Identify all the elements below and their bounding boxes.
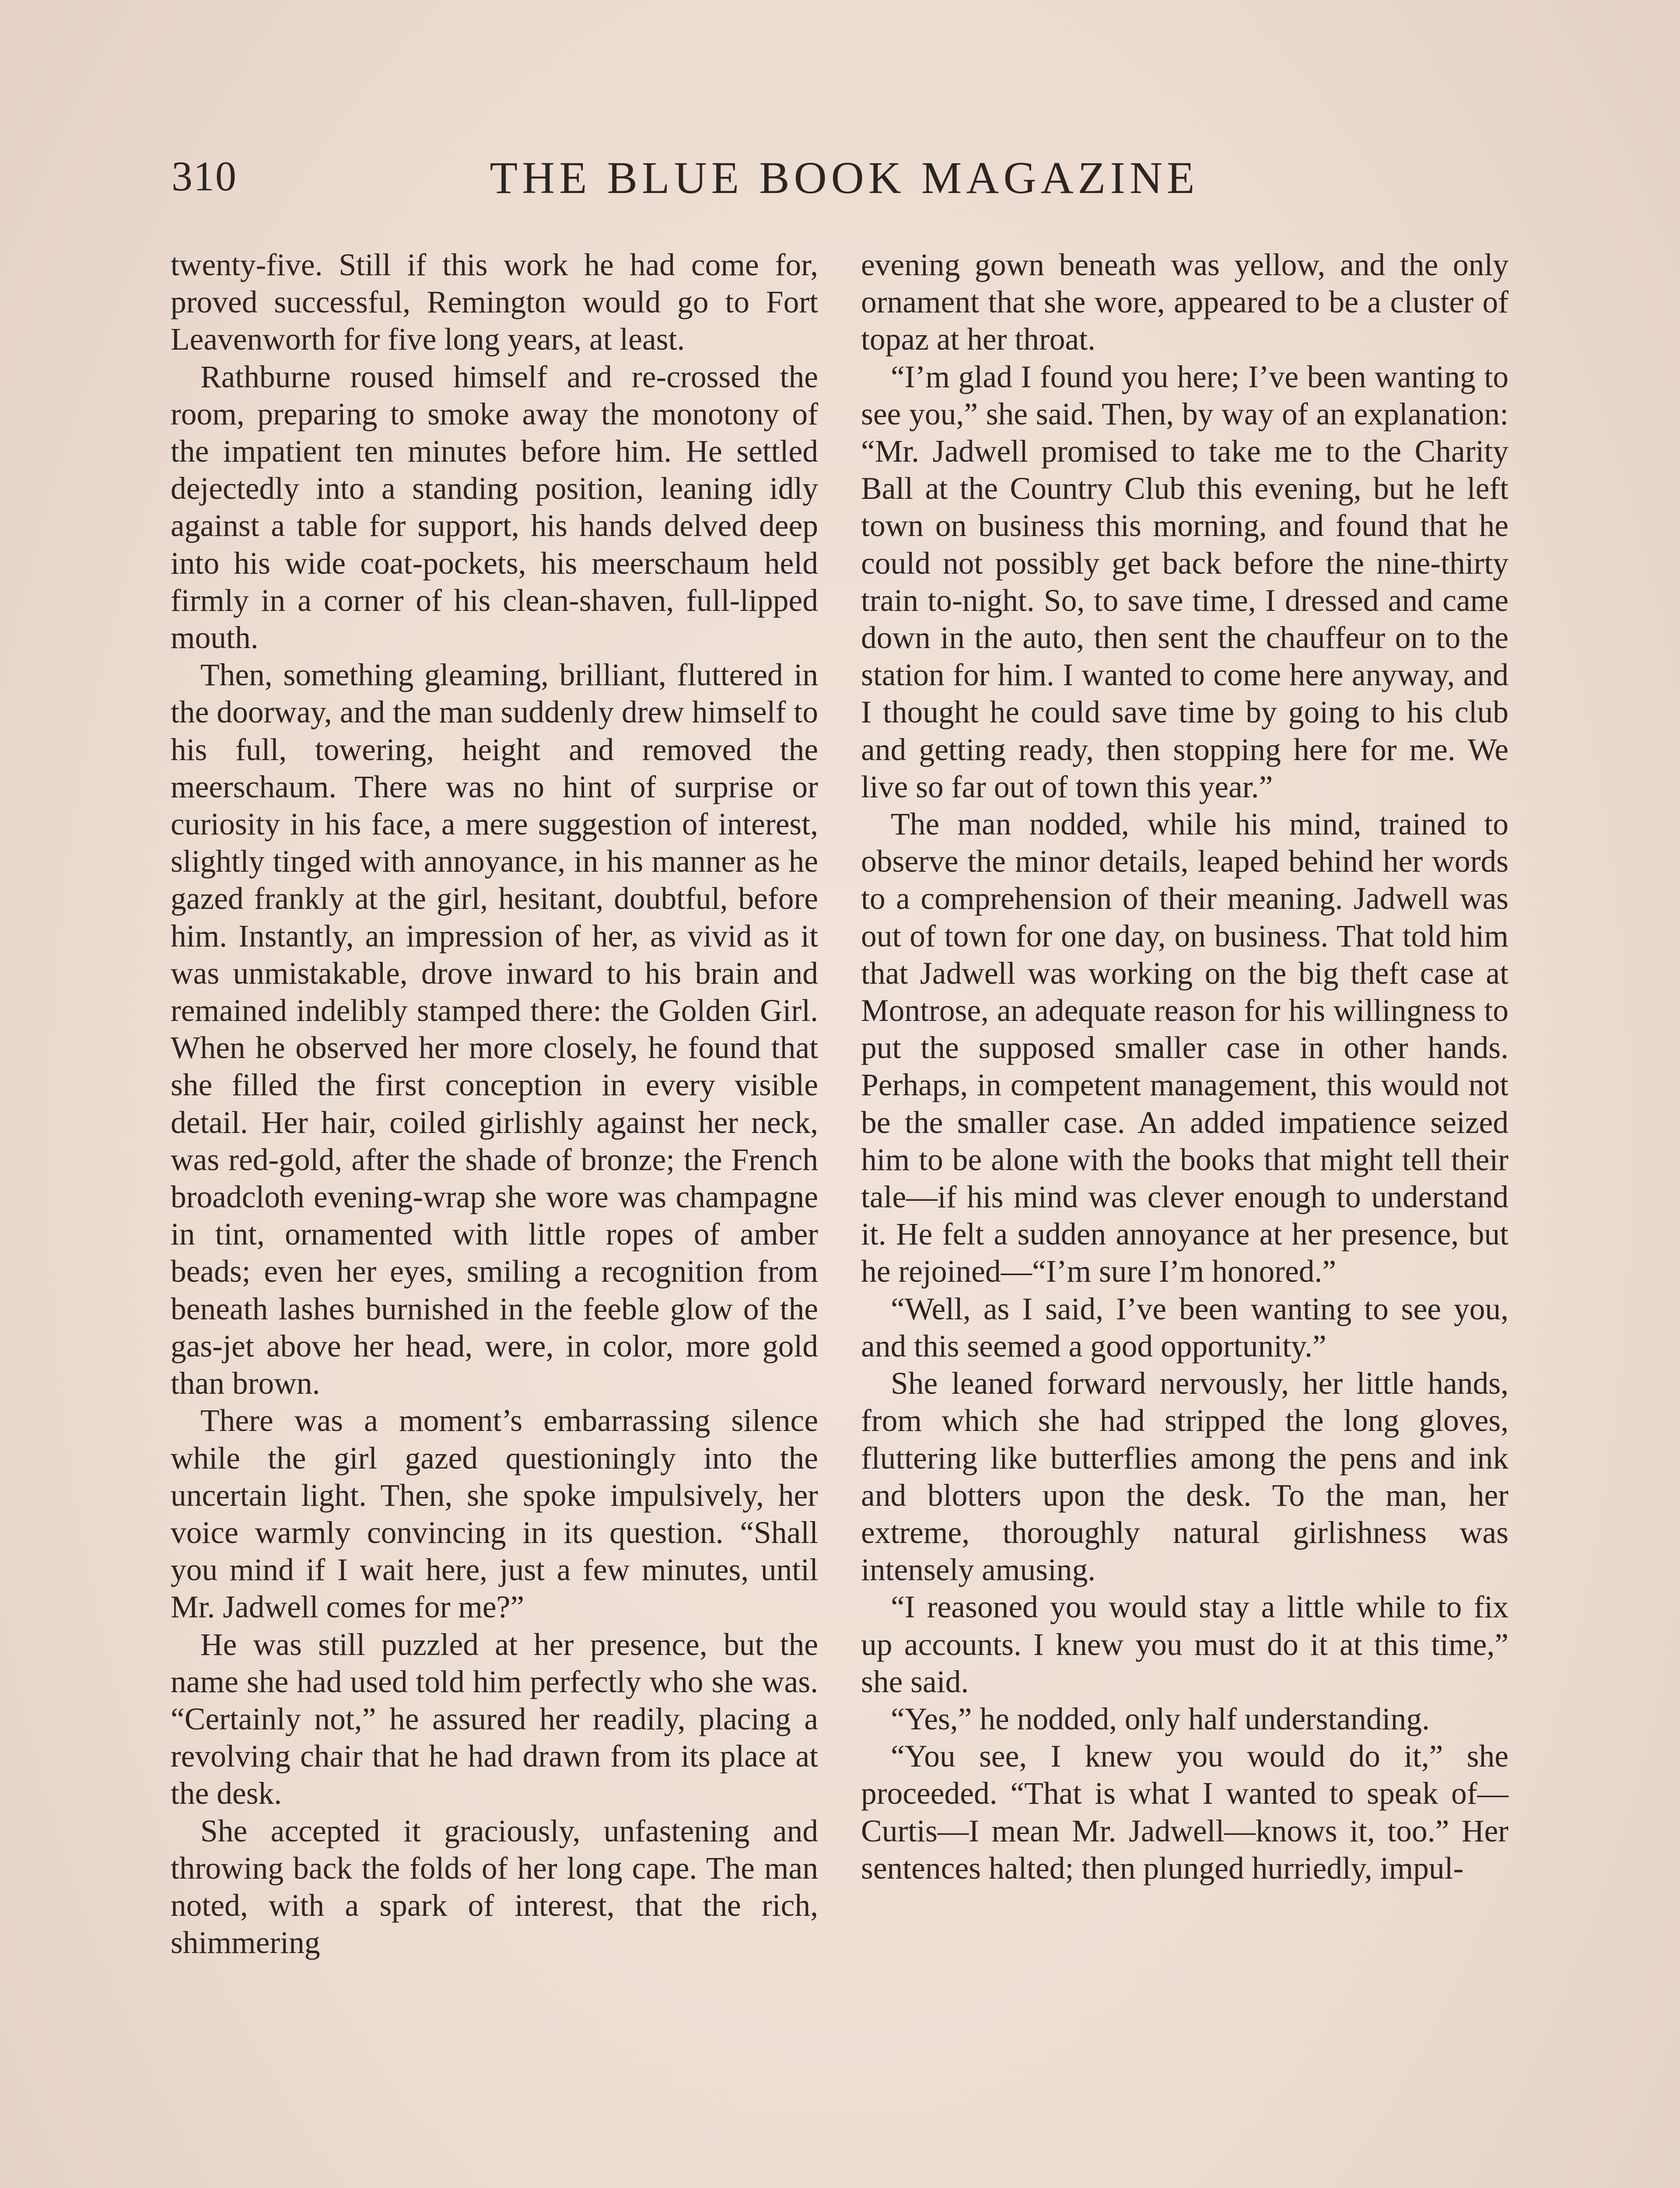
paragraph: “Yes,” he nodded, only half understanding. [891,1701,1430,1736]
paragraph: Rathburne roused himself and re-crossed the room, preparing to smoke away the monotony of the impatient ten minutes before him. He settled dejectedly into a standing position, leaning idly against a table for support, his hands delved deep into his wide coat-pockets, his meerschaum held firmly in a corner of his clean-shaven, full-lipped mouth. [171,359,818,656]
paragraph: She leaned forward nervously, her little hands, from which she had stripped the long gloves, fluttering like butterflies among the pens and ink and blotters upon the desk. To the man, her extreme, thoroughly natural girlishness was intensely amusing. [861,1366,1508,1588]
page-number: 310 [172,153,237,200]
paragraph: twenty-five. Still if this work he had come for, proved successful, Remington would go to Fort Leavenworth for five long years, at least. [171,248,818,357]
paragraph: “I reasoned you would stay a little while to fix up accounts. I knew you must do it at this time,” she said. [861,1590,1508,1699]
paragraph: “I’m glad I found you here; I’ve been wanting to see you,” she said. Then, by way of an explanation: “Mr. Jadwell promised to take me to the Charity Ball at the Country Club this evening, but he left town on business this morning, and found that he could not possibly get back before the nine-thirty train to-night. So, to save time, I dressed and came down in the auto, then sent the chauffeur on to the station for him. I wanted to come here anyway, and I thought he could save time by going to his club and getting ready, then stopping here for me. We live so far out of town this year.” [861,359,1508,804]
paragraph: He was still puzzled at her presence, but the name she had used told him perfectly who she was. “Certainly not,” he assured her readily, placing a revolving chair that he had drawn from its place at the desk. [171,1627,818,1811]
paragraph: “Well, as I said, I’ve been wanting to see you, and this seemed a good opportunity.” [861,1291,1508,1364]
running-head-title: THE BLUE BOOK MAGAZINE [490,153,1199,203]
paragraph: She accepted it graciously, unfastening and throwing back the folds of her long cape. The man noted, with a spark of interest, that the rich, shimmering [171,1813,818,1960]
left-text-column [171,246,818,1961]
paragraph: evening gown beneath was yellow, and the only ornament that she wore, appeared to be a cluster of topaz at her throat. [861,248,1508,357]
right-text-column [861,246,1508,1887]
paragraph: Then, something gleaming, brilliant, fluttered in the doorway, and the man suddenly drew himself to his full, towering, height and removed the meerschaum. There was no hint of surprise or curiosity in his face, a mere suggestion of interest, slightly tinged with annoyance, in his manner as he gazed frankly at the girl, hesitant, doubtful, before him. Instantly, an impression of her, as vivid as it was unmistakable, drove inward to his brain and remained indelibly stamped there: the Golden Girl. When he observed her more closely, he found that she filled the first conception in every visible detail. Her hair, coiled girlishly against her neck, was red-gold, after the shade of bronze; the French broadcloth evening-wrap she wore was champagne in tint, ornamented with little ropes of amber beads; even her eyes, smiling a recognition from beneath lashes burnished in the feeble glow of the gas-jet above her head, were, in color, more gold than brown. [171,658,818,1401]
paragraph: The man nodded, while his mind, trained to observe the minor details, leaped behind her words to a comprehension of their meaning. Jadwell was out of town for one day, on business. That told him that Jadwell was working on the big theft case at Montrose, an adequate reason for his willingness to put the supposed smaller case in other hands. Perhaps, in competent management, this would not be the smaller case. An added impatience seized him to be alone with the books that might tell their tale—if his mind was clever enough to understand it. He felt a sudden annoyance at her presence, but he rejoined—“I’m sure I’m honored.” [861,807,1508,1289]
paragraph: There was a moment’s embarrassing silence while the girl gazed questioningly into the uncertain light. Then, she spoke impulsively, her voice warmly convincing in its question. “Shall you mind if I wait here, just a few minutes, until Mr. Jadwell comes for me?” [171,1403,818,1625]
paragraph: “You see, I knew you would do it,” she proceeded. “That is what I wanted to speak of—Curtis—I mean Mr. Jadwell—knows it, too.” Her sentences halted; then plunged hurriedly, impul- [861,1739,1508,1886]
